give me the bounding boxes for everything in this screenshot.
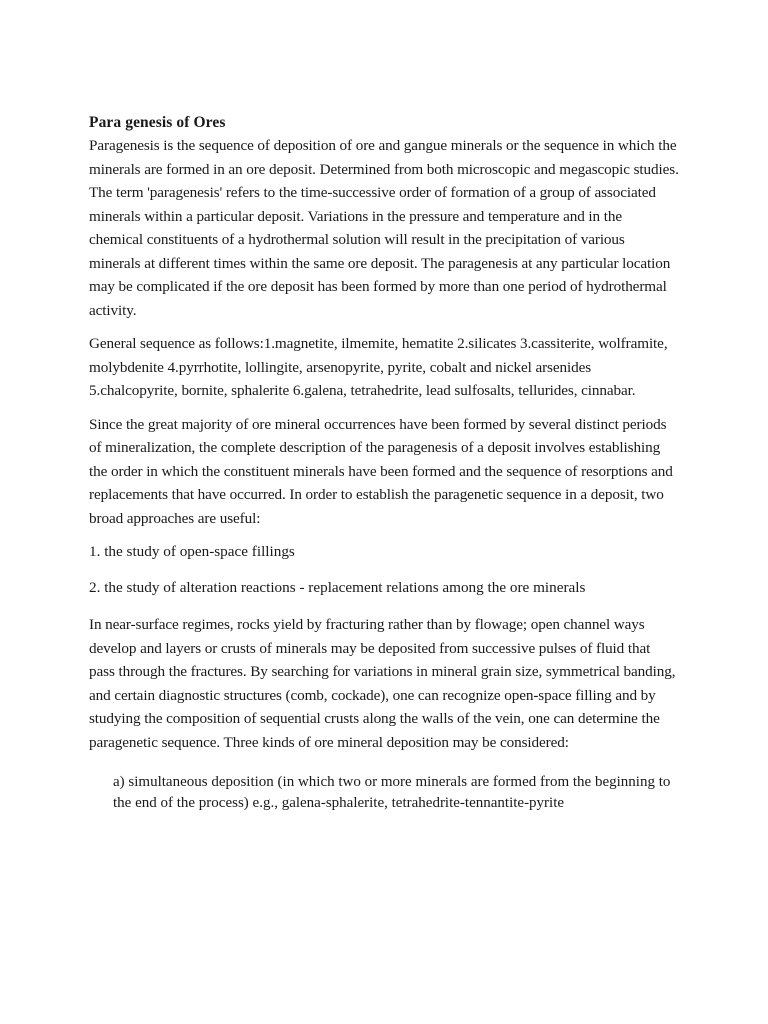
document-page (89, 112, 679, 813)
paragraph-definition: Paragenesis is the sequence of deposition of ore and gangue minerals or the sequence in which the minerals are formed in an ore deposit. Determined from both microscopic and megascopic studies. The term 'paragenesis' refers to the time-successive order of formation of a group of associated minerals within a particular deposit. Variations in the pressure and temperature and in the chemical constituents of a hydrothermal solution will result in the precipitation of various minerals at different times within the same ore deposit. The paragenesis at any particular location may be complicated if the ore deposit has been formed by more than one period of hydrothermal activity. (89, 137, 679, 319)
approach-item-2: 2. the study of alteration reactions - replacement relations among the ore minerals (89, 578, 586, 596)
document-title: Para genesis of Ores (89, 114, 226, 131)
paragraph-general-sequence: General sequence as follows:1.magnetite, ilmemite, hematite 2.silicates 3.cassiterite, wolframite, molybdenite 4.pyrrhotite, lollingite, arsenopyrite, pyrite, cobalt and nickel arsenides 5.chalcopyrite, bornite, sphalerite 6.galena, tetrahedrite, lead sulfosalts, tellurides, cinnabar. (89, 335, 668, 399)
deposition-item-a: a) simultaneous deposition (in which two or more minerals are formed from the beginning to the end of the process) e.g., galena-sphalerite, tetrahedrite-tennantite-pyrite (113, 774, 671, 811)
paragraph-near-surface: In near-surface regimes, rocks yield by fracturing rather than by flowage; open channel ways develop and layers or crusts of minerals may be deposited from successive pulses of fluid that pass through the fractures. By searching for variations in mineral grain size, symmetrical banding, and certain diagnostic structures (comb, cockade), one can recognize open-space filling and by studying the composition of sequential crusts along the walls of the vein, one can determine the paragenetic sequence. Three kinds of ore mineral deposition may be considered: (89, 616, 676, 751)
paragraph-mineralization-periods: Since the great majority of ore mineral occurrences have been formed by several distinct periods of mineralization, the complete description of the paragenesis of a deposit involves establishing the order in which the constituent minerals have been formed and the sequence of resorptions and replacements that have occurred. In order to establish the paragenetic sequence in a deposit, two broad approaches are useful: (89, 415, 673, 527)
approach-item-1: 1. the study of open-space fillings (89, 543, 295, 560)
